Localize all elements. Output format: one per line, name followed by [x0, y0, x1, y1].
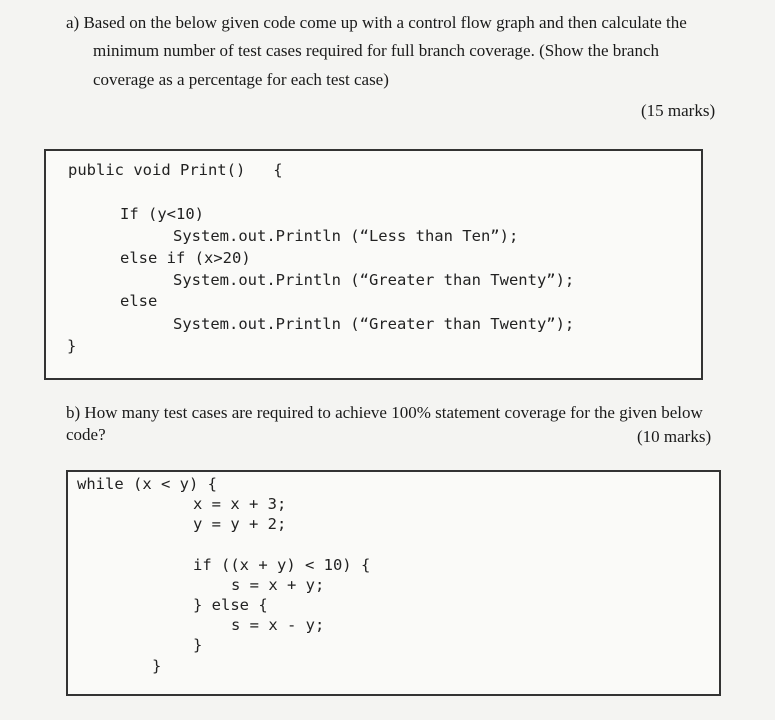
code-a-line: System.out.Println (“Less than Ten”); — [173, 227, 519, 245]
question-b-line-1: b) How many test cases are required to achieve 100% statement coverage for the given below — [66, 403, 703, 422]
code-b-line: s = x - y; — [231, 616, 325, 634]
code-b-line: } — [193, 636, 203, 654]
code-b-line: while (x < y) { — [77, 475, 217, 493]
question-a-line-1: a) Based on the below given code come up with a control flow graph and then calculate the — [66, 13, 687, 32]
code-block-b — [66, 470, 721, 696]
code-a-line: System.out.Println (“Greater than Twenty”); — [173, 271, 575, 289]
code-a-line: else — [120, 292, 158, 310]
question-a-line-3: coverage as a percentage for each test case) — [93, 70, 389, 89]
question-a-line-2: minimum number of test cases required for full branch coverage. (Show the branch — [93, 41, 660, 60]
question-a-marks: (15 marks) — [641, 101, 716, 120]
question-b-marks: (10 marks) — [637, 427, 712, 446]
code-a-line: public void Print() { — [68, 161, 283, 179]
code-a-line: System.out.Println (“Greater than Twenty”); — [173, 315, 575, 333]
code-b-line: } else { — [193, 596, 268, 614]
code-b-line: x = x + 3; — [193, 495, 287, 513]
code-b-line: y = y + 2; — [193, 515, 287, 533]
code-block-a — [44, 149, 703, 380]
code-a-line: else if (x>20) — [120, 249, 251, 267]
question-b-line-2: code? — [66, 425, 106, 444]
code-b-line: if ((x + y) < 10) { — [193, 556, 371, 574]
code-b-line: } — [152, 657, 162, 675]
code-b-line: s = x + y; — [231, 576, 325, 594]
code-a-line: If (y<10) — [120, 205, 204, 223]
code-a-line: } — [67, 337, 77, 355]
